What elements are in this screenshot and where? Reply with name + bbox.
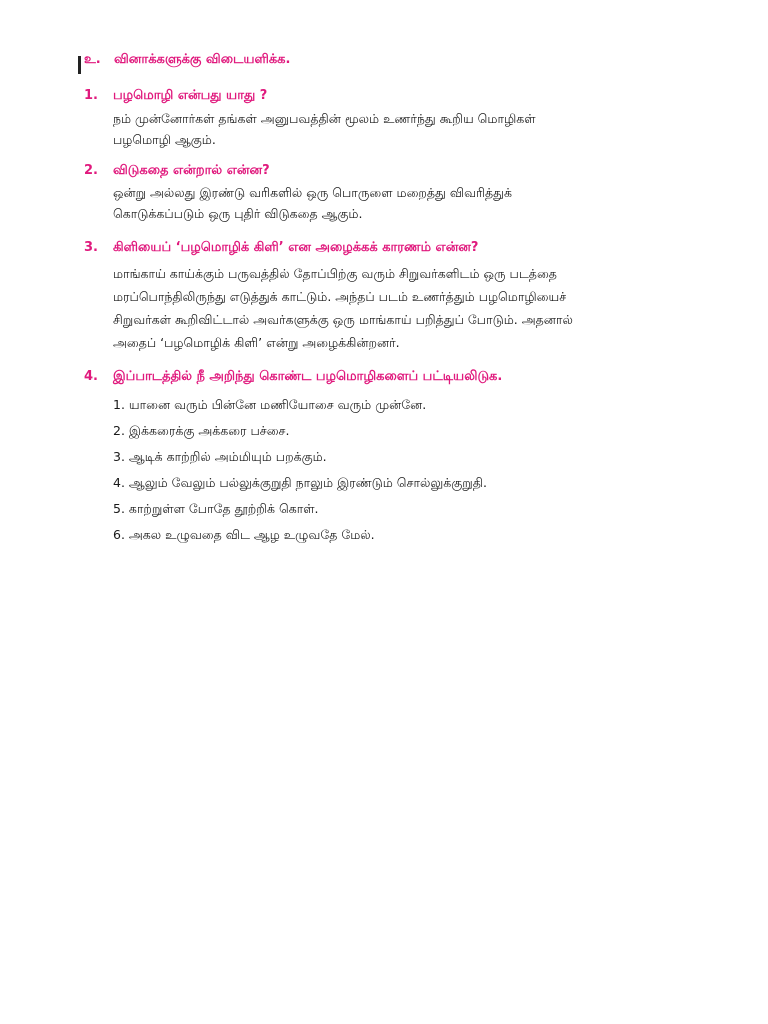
question-4 bbox=[84, 369, 502, 385]
question-text: கிளியைப் ‘பழமொழிக் கிளி’ என அழைக்கக் காரணம் என்ன? bbox=[113, 240, 479, 255]
question-number: 1. bbox=[84, 88, 98, 103]
question-text: விடுகதை என்றால் என்ன? bbox=[113, 163, 270, 178]
answer-line: அதைப் ‘பழமொழிக் கிளி’ என்று அழைக்கின்றனர். bbox=[113, 335, 400, 350]
question-text: பழமொழி என்பது யாது ? bbox=[113, 88, 268, 103]
answer-line: ஒன்று அல்லது இரண்டு வரிகளில் ஒரு பொருளை மறைத்து விவரித்துக் bbox=[113, 185, 513, 200]
answer-line: சிறுவர்கள் கூறிவிட்டால் அவர்களுக்கு ஒரு மாங்காய் பறித்துப் போடும். அதனால் bbox=[113, 312, 573, 327]
answer-line: கொடுக்கப்படும் ஒரு புதிர் விடுகதை ஆகும். bbox=[113, 206, 363, 221]
list-item: 1. யானை வரும் பின்னே மணியோசை வரும் முன்னே. bbox=[113, 397, 427, 412]
answer-3 bbox=[113, 262, 668, 354]
question-number: 4. bbox=[84, 369, 98, 384]
question-3 bbox=[84, 240, 478, 256]
question-number: 3. bbox=[84, 240, 98, 255]
margin-mark bbox=[78, 56, 81, 74]
answer-1 bbox=[113, 108, 668, 150]
answer-2 bbox=[113, 182, 668, 224]
answer-line: பழமொழி ஆகும். bbox=[113, 132, 216, 147]
proverb-list bbox=[113, 392, 487, 548]
list-item: 4. ஆலும் வேலும் பல்லுக்குறுதி நாலும் இரண்டும் சொல்லுக்குறுதி. bbox=[113, 475, 487, 490]
section-heading bbox=[84, 52, 290, 68]
question-number: 2. bbox=[84, 163, 98, 178]
answer-line: மரப்பொந்திலிருந்து எடுத்துக் காட்டும். அந்தப் படம் உணர்த்தும் பழமொழியைச் bbox=[113, 289, 567, 304]
list-item: 5. காற்றுள்ள போதே தூற்றிக் கொள். bbox=[113, 501, 319, 516]
list-item: 3. ஆடிக் காற்றில் அம்மியும் பறக்கும். bbox=[113, 449, 327, 464]
list-item: 6. அகல உழுவதை விட ஆழ உழுவதே மேல். bbox=[113, 527, 375, 542]
section-title: வினாக்களுக்கு விடையளிக்க. bbox=[114, 52, 291, 67]
answer-line: மாங்காய் காய்க்கும் பருவத்தில் தோப்பிற்கு வரும் சிறுவர்களிடம் ஒரு படத்தை bbox=[113, 266, 557, 281]
list-item: 2. இக்கரைக்கு அக்கரை பச்சை. bbox=[113, 423, 290, 438]
question-1 bbox=[84, 88, 267, 104]
question-2 bbox=[84, 163, 270, 179]
section-letter: உ. bbox=[84, 52, 101, 67]
question-text: இப்பாடத்தில் நீ அறிந்து கொண்ட பழமொழிகளைப் பட்டியலிடுக. bbox=[113, 369, 503, 384]
answer-line: நம் முன்னோர்கள் தங்கள் அனுபவத்தின் மூலம் உணர்ந்து கூறிய மொழிகள் bbox=[113, 111, 536, 126]
